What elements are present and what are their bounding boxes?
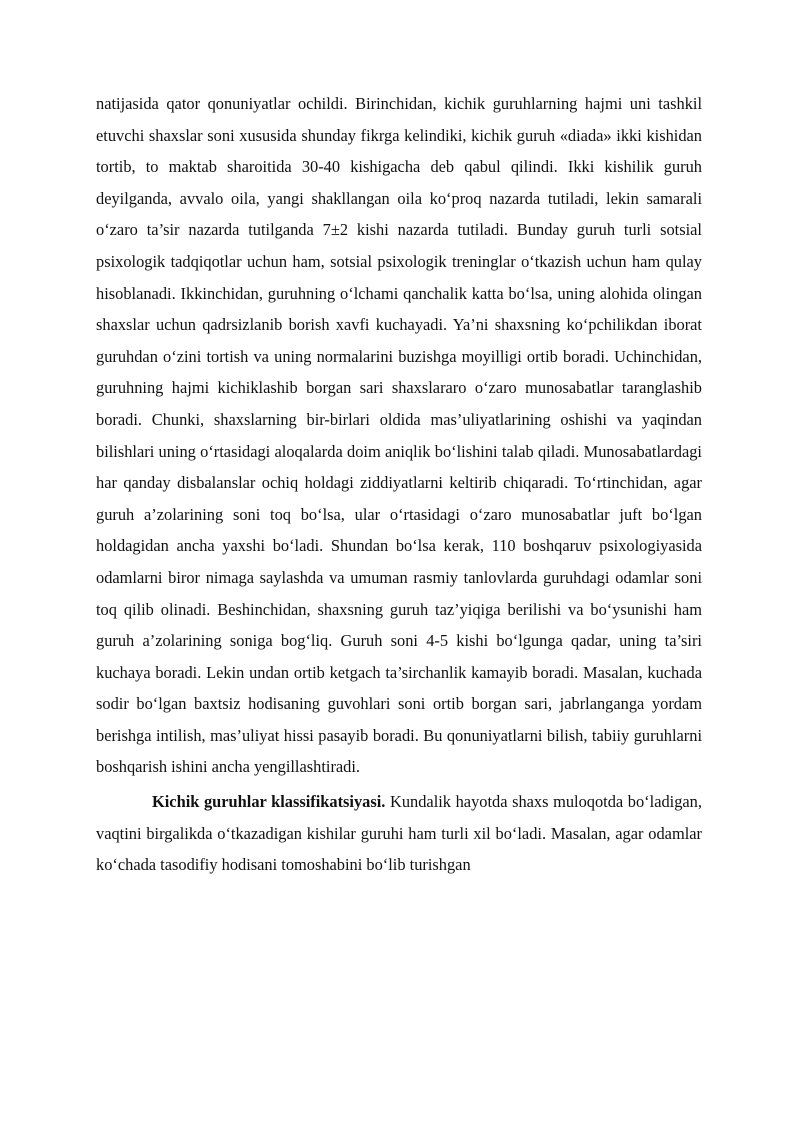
document-page bbox=[96, 88, 702, 881]
body-paragraph: natijasida qator qonuniyatlar ochildi. Birinchidan, kichik guruhlarning hajmi uni tashkil etuvchi shaxslar soni xususida shunday fikrga kelindiki, kichik guruh «diada» ikki kishidan tortib, to maktab sharoitida 30-40 kishigacha deb qabul qilindi. Ikki kishilik guruh deyilganda, avvalo oila, yangi shakllangan oila ko‘proq nazarda tutiladi, lekin samarali o‘zaro ta’sir nazarda tutilganda 7±2 kishi nazarda tutiladi. Bunday guruh turli sotsial psixologik tadqiqotlar uchun ham, sotsial psixologik treninglar o‘tkazish uchun ham qulay hisoblanadi. Ikkinchidan, guruhning o‘lchami qanchalik katta bo‘lsa, uning alohida olingan shaxslar uchun qadrsizlanib borish xavfi kuchayadi. Ya’ni shaxsning ko‘pchilikdan iborat guruhdan o‘zini tortish va uning normalarini buzishga moyilligi ortib boradi. Uchinchidan, guruhning hajmi kichiklashib borgan sari shaxslararo o‘zaro munosabatlar taranglashib boradi. Chunki, shaxslarning bir-birlari oldida mas’uliyatlarining oshishi va yaqindan bilishlari uning o‘rtasidagi aloqalarda doim aniqlik bo‘lishini talab qiladi. Munosabatlardagi har qanday disbalanslar ochiq holdagi ziddiyatlarni keltirib chiqaradi. To‘rtinchidan, agar guruh a’zolarining soni toq bo‘lsa, ular o‘rtasidagi o‘zaro munosabatlar juft bo‘lgan holdagidan ancha yaxshi bo‘ladi. Shundan bo‘lsa kerak, 110 boshqaruv psixologiyasida odamlarni biror nimaga saylashda va umuman rasmiy tanlovlarda guruhdagi odamlar soni toq qilib olinadi. Beshinchidan, shaxsning guruh taz’yiqiga berilishi va bo‘ysunishi ham guruh a’zolarining soniga bog‘liq. Guruh soni 4-5 kishi bo‘lgunga qadar, uning ta’siri kuchaya boradi. Lekin undan ortib ketgach ta’sirchanlik kamayib boradi. Masalan, kuchada sodir bo‘lgan baxtsiz hodisaning guvohlari soni ortib borgan sari, jabrlanganga yordam berishga intilish, mas’uliyat hissi pasayib boradi. Bu qonuniyatlarni bilish, tabiiy guruhlarni boshqarish ishini ancha yengillashtiradi. bbox=[96, 94, 702, 777]
section-paragraph-text: Kundalik hayotda shaxs muloqotda bo‘ladigan, vaqtini birgalikda o‘tkazadigan kishilar guruhi ham turli xil bo‘ladi. Masalan, agar odamlar ko‘chada tasodifiy hodisani tomoshabini bo‘lib turishgan bbox=[96, 792, 702, 875]
section-paragraph bbox=[96, 786, 702, 881]
section-heading: Kichik guruhlar klassifikatsiyasi. bbox=[152, 792, 386, 812]
